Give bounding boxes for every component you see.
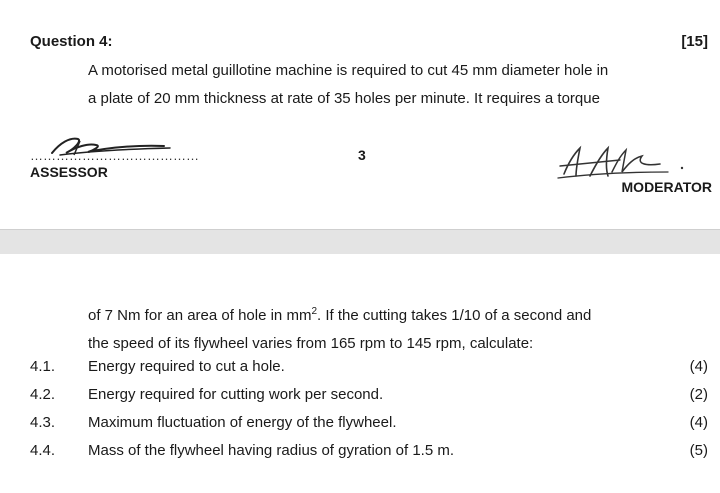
page-break-gap [0, 229, 720, 254]
sub-question-text: Mass of the flywheel having radius of gyration of 1.5 m. [88, 442, 455, 459]
page-break-edge [0, 229, 720, 230]
intro-line-1: A motorised metal guillotine machine is required to cut 45 mm diameter hole in [88, 62, 609, 79]
sub-question-4-1 [30, 358, 708, 386]
sub-question-marks: (4) [689, 414, 708, 431]
sub-question-4-4 [30, 442, 708, 470]
sub-question-text: Energy required to cut a hole. [88, 358, 285, 375]
assessor-dotted-line: ………………………………… [30, 148, 199, 163]
question-total-marks: [15] [681, 33, 708, 50]
moderator-label: MODERATOR [621, 179, 712, 195]
sub-question-4-3 [30, 414, 708, 442]
question-continued [88, 298, 678, 358]
sub-question-number: 4.3. [30, 414, 56, 431]
sub-question-marks: (4) [689, 358, 708, 375]
page-number: 3 [358, 147, 366, 163]
question-title: Question 4: [30, 33, 113, 50]
sub-question-marks: (5) [689, 442, 708, 459]
sub-question-number: 4.4. [30, 442, 56, 459]
intro-line-2: a plate of 20 mm thickness at rate of 35 holes per minute. It requires a torque [88, 90, 600, 107]
moderator-signature [550, 142, 700, 184]
sub-question-number: 4.2. [30, 386, 56, 403]
continued-line-1-b: . If the cutting takes 1/10 of a second and [317, 307, 592, 324]
sub-question-4-2 [30, 386, 708, 414]
question-intro [88, 57, 678, 113]
continued-line-1 [88, 298, 678, 330]
squared-superscript: 2 [311, 306, 317, 317]
assessor-label: ASSESSOR [30, 164, 108, 180]
sub-question-text: Energy required for cutting work per second. [88, 386, 384, 403]
continued-line-2: the speed of its flywheel varies from 165 rpm to 145 rpm, calculate: [88, 335, 534, 352]
continued-line-1-a: of 7 Nm for an area of hole in mm [88, 307, 312, 324]
sub-question-number: 4.1. [30, 358, 56, 375]
sub-question-text: Maximum fluctuation of energy of the flywheel. [88, 414, 397, 431]
sub-question-marks: (2) [689, 386, 708, 403]
